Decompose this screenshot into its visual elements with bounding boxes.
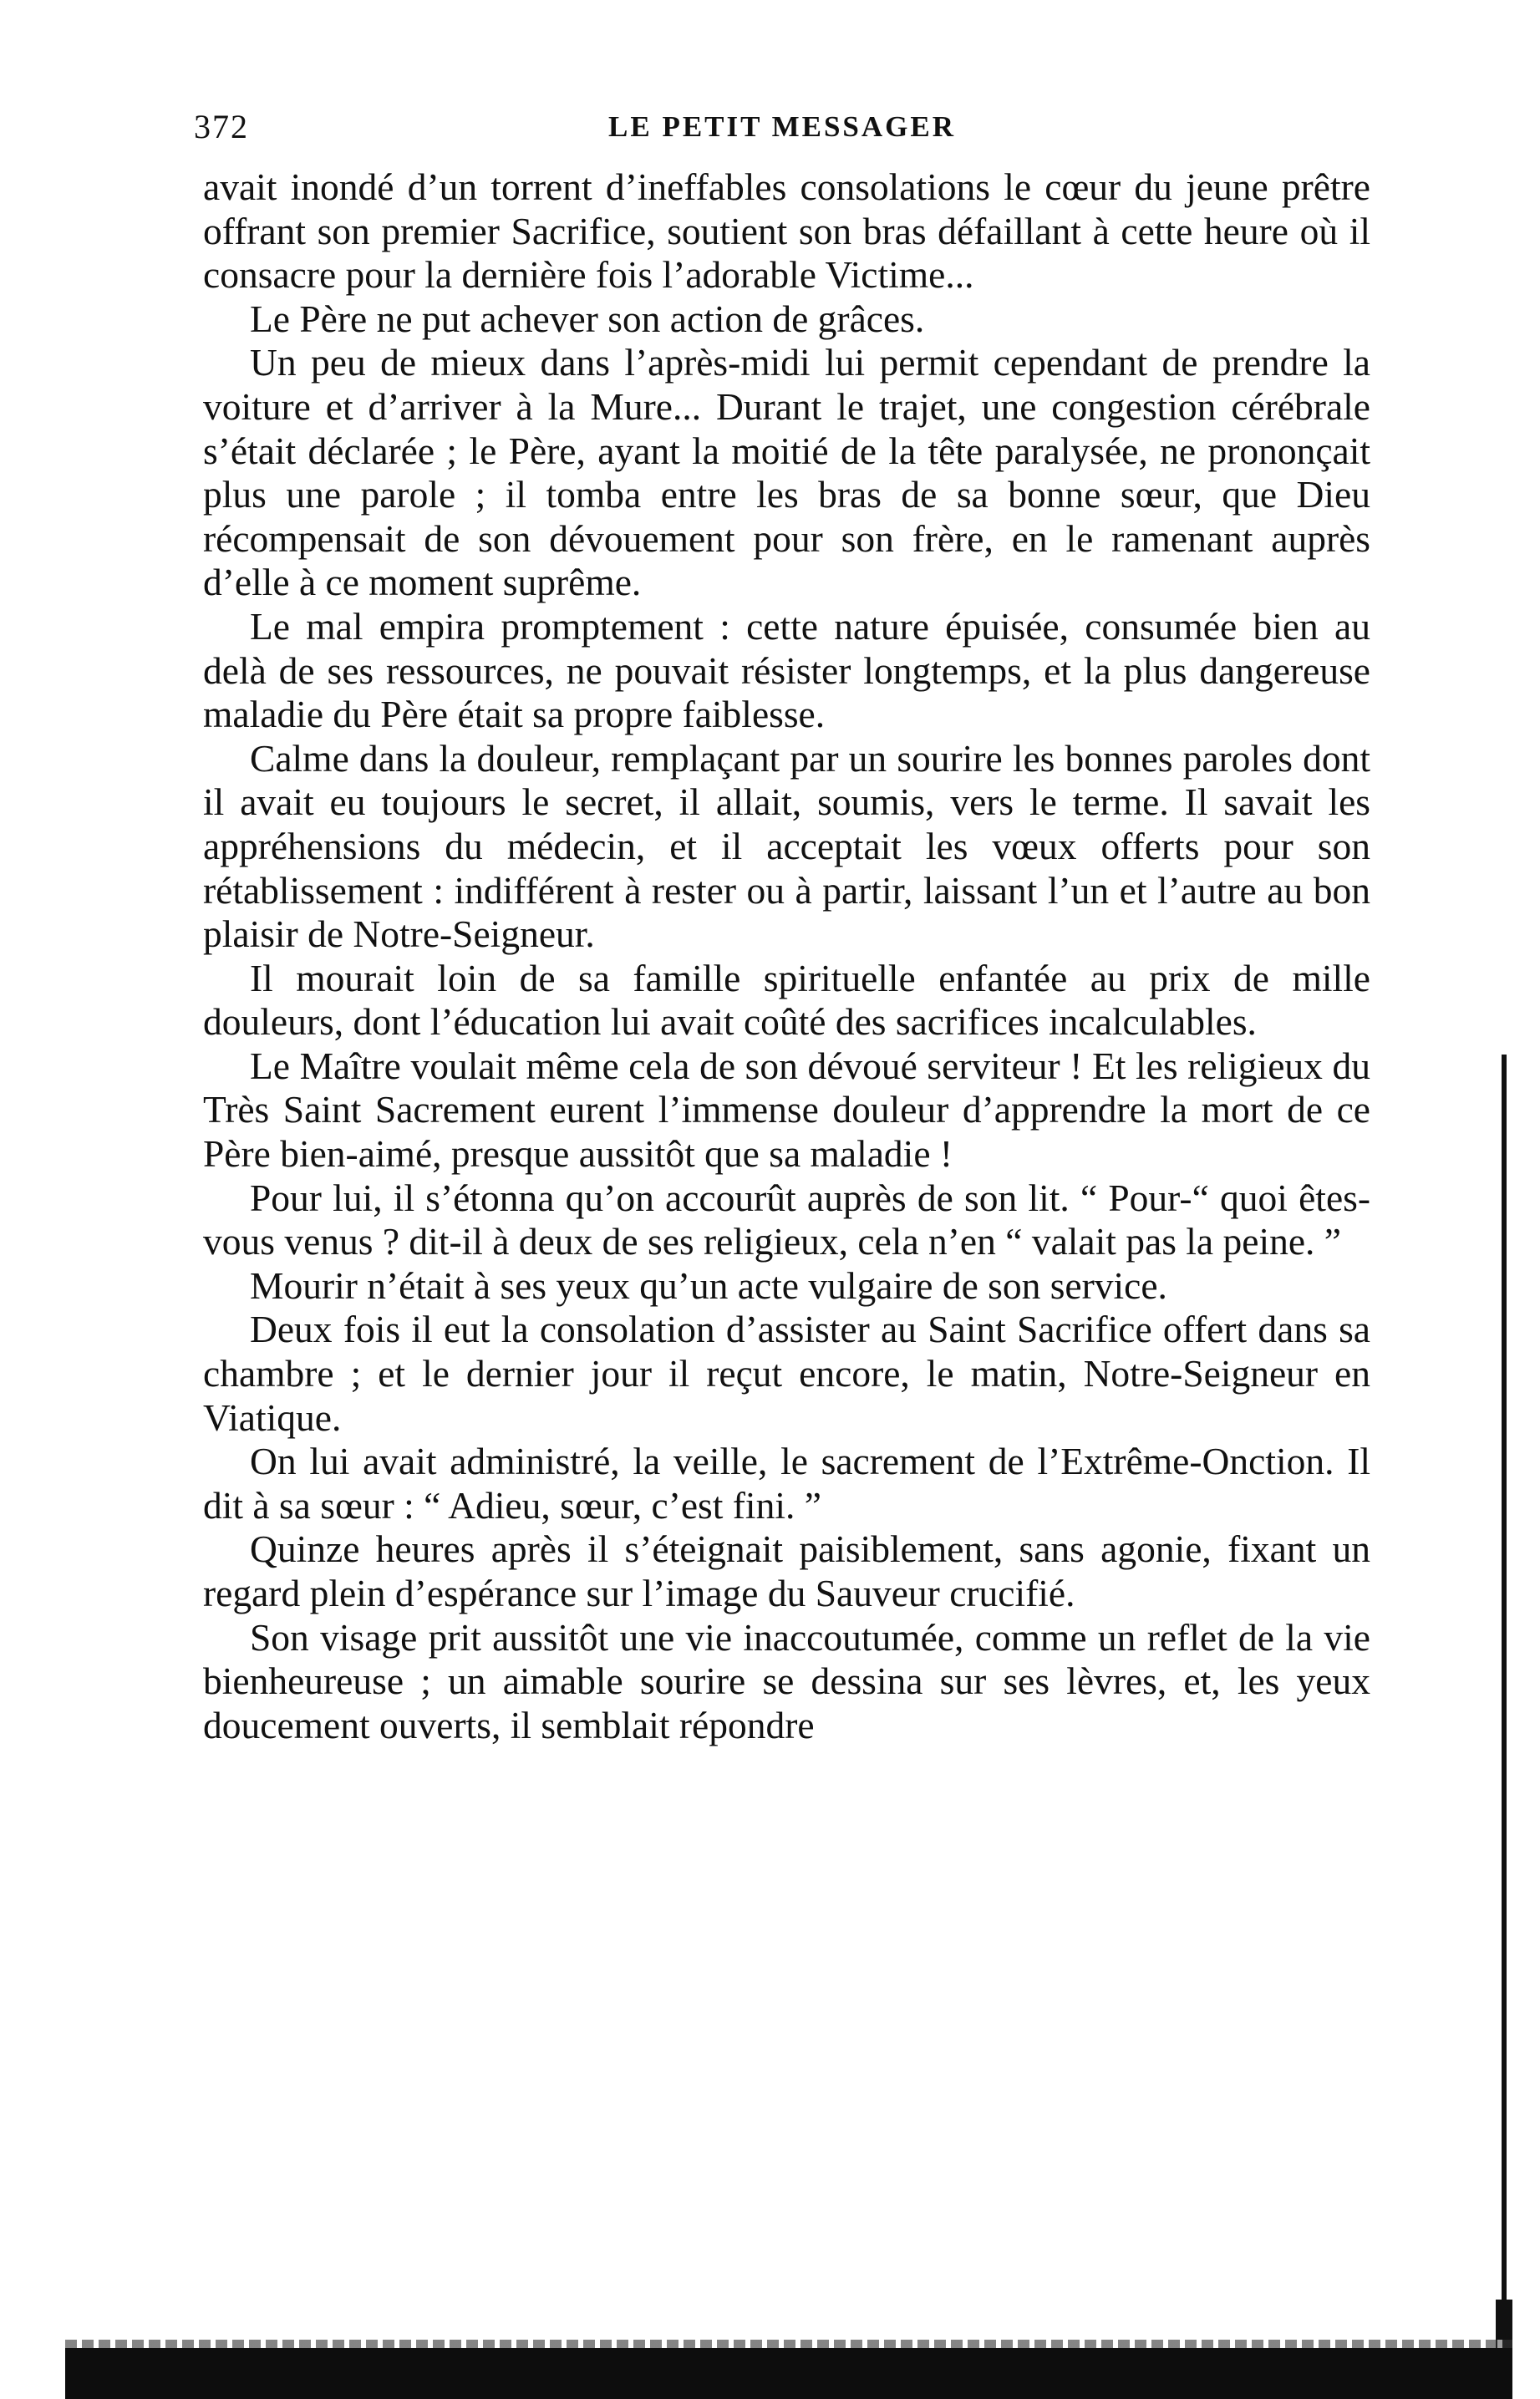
paragraph: Un peu de mieux dans l’après-midi lui permit cependant de prendre la voiture et d’arriver à la Mure... Durant le trajet, une congestion cérébrale s’était déclarée ; le Père, ayant la moitié de la tête paralysée, ne prononçait plus une parole ; il tomba entre les bras de sa bonne sœur, que Dieu récompensait de son dévouement pour son frère, en le ramenant auprès d’elle à ce moment suprême.: [203, 341, 1370, 604]
paragraph: Son visage prit aussitôt une vie inaccoutumée, comme un reflet de la vie bienheureuse ; un aimable sourire se dessina sur ses lèvres, et, les yeux doucement ouverts, il semblait répondre: [203, 1615, 1370, 1746]
paragraph: Deux fois il eut la consolation d’assister au Saint Sacrifice offert dans sa chambre ; et le dernier jour il reçut encore, le matin, Notre-Seigneur en Viatique.: [203, 1308, 1370, 1439]
paragraph: Pour lui, il s’étonna qu’on accourût auprès de son lit. “ Pour-“ quoi êtes-vous venus ? dit-il à deux de ses religieux, cela n’en “ valait pas la peine. ”: [203, 1176, 1370, 1263]
paragraph: Il mourait loin de sa famille spirituelle enfantée au prix de mille douleurs, dont l’éducation lui avait coûté des sacrifices incalculables.: [203, 956, 1370, 1044]
page-header: [194, 107, 1370, 157]
paragraph: Le Père ne put achever son action de grâces.: [250, 297, 925, 340]
paragraph: Le mal empira promptement : cette nature épuisée, consumée bien au delà de ses ressources, ne pouvait résister longtemps, et la plus dangereuse maladie du Père était sa propre faiblesse.: [203, 604, 1370, 736]
paragraph: Quinze heures après il s’éteignait paisiblement, sans agonie, fixant un regard plein d’espérance sur l’image du Sauveur crucifié.: [203, 1527, 1370, 1614]
paragraph: Mourir n’était à ses yeux qu’un acte vulgaire de son service.: [250, 1263, 1167, 1307]
paragraph: avait inondé d’un torrent d’ineffables consolations le cœur du jeune prêtre offrant son premier Sacrifice, soutient son bras défaillant à cette heure où il consacre pour la dernière fois l’adorable Victime...: [203, 165, 1370, 297]
paragraph: Calme dans la douleur, remplaçant par un sourire les bonnes paroles dont il avait eu toujours le secret, il allait, soumis, vers le terme. Il savait les appréhensions du médecin, et il acceptait les vœux offerts pour son rétablissement : indifférent à rester ou à partir, laissant l’un et l’autre au bon plaisir de Notre-Seigneur.: [203, 736, 1370, 956]
body-text: [203, 165, 1370, 1747]
paragraph: On lui avait administré, la veille, le sacrement de l’Extrême-Onction. Il dit à sa sœur : “ Adieu, sœur, c’est fini. ”: [203, 1440, 1370, 1527]
scan-edge-bottom-band: [65, 2348, 1512, 2399]
scan-edge-right-line: [1502, 1055, 1507, 2358]
page-number: 372: [194, 108, 249, 145]
paragraph: Le Maître voulait même cela de son dévoué serviteur ! Et les religieux du Très Saint Sacrement eurent l’immense douleur d’apprendre la mort de ce Père bien-aimé, presque aussitôt que sa maladie !: [203, 1044, 1370, 1176]
scan-edge-bottom-dashes: [65, 2340, 1512, 2348]
running-title: LE PETIT MESSAGER: [608, 110, 957, 143]
